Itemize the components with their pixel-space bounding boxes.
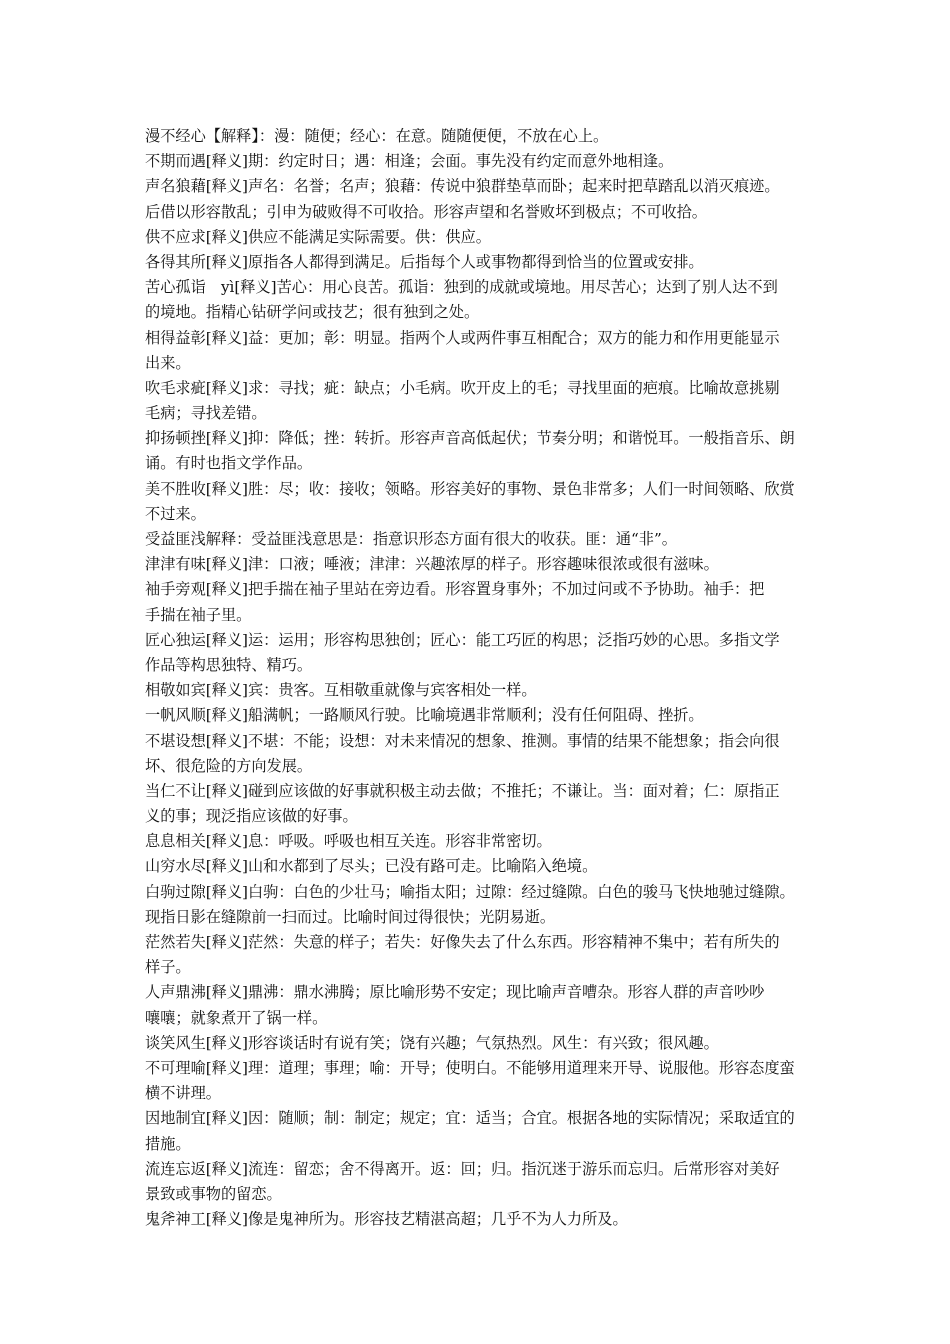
text-line: 毛病；寻找差错。 — [145, 404, 267, 423]
text-line: 山穷水尽[释义]山和水都到了尽头；已没有路可走。比喻陷入绝境。 — [145, 857, 598, 876]
text-line: 诵。有时也指文学作品。 — [145, 454, 313, 473]
text-line: 相得益彰[释义]益：更加；彰：明显。指两个人或两件事互相配合；双方的能力和作用更能显示 — [145, 328, 780, 347]
text-line: 鬼斧神工[释义]像是鬼神所为。形容技艺精湛高超；几乎不为人力所及。 — [145, 1210, 628, 1229]
text-line: 茫然若失[释义]茫然：失意的样子；若失：好像失去了什么东西。形容精神不集中；若有所失的 — [145, 933, 780, 951]
text-line: 受益匪浅解释：受益匪浅意思是：指意识形态方面有很大的收获。匪：通“非”。 — [145, 530, 677, 548]
text-line: 息息相关[释义]息：呼吸。呼吸也相互关连。形容非常密切。 — [145, 832, 552, 851]
text-line: 人声鼎沸[释义]鼎沸：鼎水沸腾；原比喻形势不安定；现比喻声音嘈杂。形容人群的声音吵吵 — [145, 983, 765, 1002]
text-line: 相敬如宾[释义]宾：贵客。互相敬重就像与宾客相处一样。 — [145, 681, 537, 700]
text-line: 作品等构思独特、精巧。 — [145, 655, 313, 674]
text-line: 当仁不让[释义]碰到应该做的好事就积极主动去做；不推托；不谦让。当：面对着；仁：原指正 — [145, 781, 780, 800]
text-line: 措施。 — [145, 1134, 191, 1153]
text-line: 因地制宜[释义]因：随顺；制：制定；规定；宜：适当；合宜。根据各地的实际情况；采取适宜的 — [145, 1109, 795, 1128]
text-line: 的境地。指精心钻研学问或技艺；很有独到之处。 — [145, 303, 480, 322]
text-line: 不期而遇[释义]期：约定时日；遇：相逢；会面。事先没有约定而意外地相逢。 — [145, 152, 674, 171]
text-line: 不过来。 — [145, 504, 206, 523]
text-line: 谈笑风生[释义]形容谈话时有说有笑；饶有兴趣；气氛热烈。风生：有兴致；很风趣。 — [145, 1033, 719, 1052]
text-line: 不堪设想[释义]不堪：不能；设想：对未来情况的想象、推测。事情的结果不能想象；指会向很 — [145, 731, 780, 750]
text-line: 出来。 — [145, 353, 191, 372]
text-line: 样子。 — [145, 958, 191, 977]
text-line: 匠心独运[释义]运：运用；形容构思独创；匠心：能工巧匠的构思；泛指巧妙的心思。多指文学 — [145, 630, 780, 649]
text-line: 横不讲理。 — [145, 1084, 221, 1103]
text-line: 漫不经心【解释】：漫：随便；经心：在意。随随便便，不放在心上。 — [145, 127, 609, 145]
text-line: 不可理喻[释义]理：道理；事理；喻：开导；使明白。不能够用道理来开导、说服他。形容态度蛮 — [145, 1058, 795, 1077]
text-line: 吹毛求疵[释义]求：寻找；疵：缺点；小毛病。吹开皮上的毛；寻找里面的疤痕。比喻故意挑剔 — [145, 378, 780, 397]
text-line: 声名狼藉[释义]声名：名誉；名声；狼藉：传说中狼群垫草而卧；起来时把草踏乱以消灭痕迹。 — [145, 177, 780, 196]
text-line: 袖手旁观[释义]把手揣在袖子里站在旁边看。形容置身事外；不加过问或不予协助。袖手：把 — [145, 580, 765, 599]
text-line: 景致或事物的留恋。 — [145, 1184, 282, 1203]
text-line: 后借以形容散乱；引申为破败得不可收拾。形容声望和名誉败坏到极点；不可收拾。 — [145, 202, 707, 221]
text-line: 津津有味[释义]津：口液；唾液；津津：兴趣浓厚的样子。形容趣味很浓或很有滋味。 — [145, 555, 719, 574]
text-line: 美不胜收[释义]胜：尽；收：接收；领略。形容美好的事物、景色非常多；人们一时间领略、欣赏 — [145, 479, 795, 498]
text-line: 苦心孤诣 yì[释义]苦心：用心良苦。孤诣：独到的成就或境地。用尽苦心；达到了别人达不到 — [145, 278, 778, 297]
text-line: 白驹过隙[释义]白驹：白色的少壮马；喻指太阳；过隙：经过缝隙。白色的骏马飞快地驰过缝隙。 — [145, 882, 795, 901]
text-line: 嚷嚷；就象煮开了锅一样。 — [145, 1008, 328, 1027]
text-line: 各得其所[释义]原指各人都得到满足。后指每个人或事物都得到恰当的位置或安排。 — [145, 252, 704, 271]
text-line: 供不应求[释义]供应不能满足实际需要。供：供应。 — [145, 227, 491, 246]
text-line: 现指日影在缝隙前一扫而过。比喻时间过得很快；光阴易逝。 — [145, 907, 556, 926]
text-line: 手揣在袖子里。 — [145, 605, 252, 624]
text-line: 义的事；现泛指应该做的好事。 — [145, 807, 358, 826]
document-body — [145, 124, 810, 1232]
text-line: 抑扬顿挫[释义]抑：降低；挫：转折。形容声音高低起伏；节奏分明；和谐悦耳。一般指音乐、朗 — [145, 429, 795, 448]
text-line: 流连忘返[释义]流连：留恋；舍不得离开。返：回；归。指沉迷于游乐而忘归。后常形容对美好 — [145, 1159, 780, 1178]
text-line: 一帆风顺[释义]船满帆；一路顺风行驶。比喻境遇非常顺利；没有任何阻碍、挫折。 — [145, 706, 704, 725]
text-line: 坏、很危险的方向发展。 — [145, 756, 313, 775]
